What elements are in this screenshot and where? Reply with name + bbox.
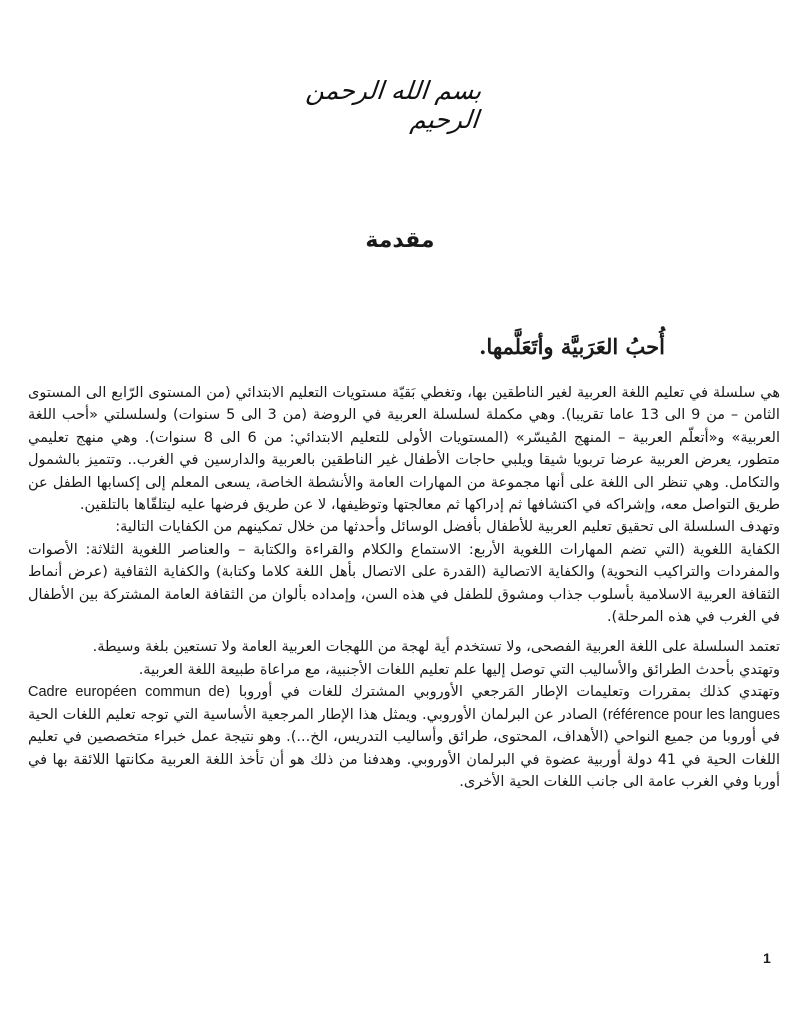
paragraph-intro: هي سلسلة في تعليم اللغة العربية لغير الناطقين بها، وتغطي بَقيّة مستويات التعليم الابتدائي (من المستوى الرّابع الى المستوى الثامن – من 9 الى 13 عاما تقريبا). وهي مكملة لسلسلة العربية في الروضة (من 3 الى 5 سنوات) ولسلسلتي «أحب اللغة العربية» و«أتعلّم العربية – المنهج المُيسّر» (المستويات الأولى للتعليم الابتدائي: من 6 الى 8 سنوات). وهي منهج تعليمي متطور، يعرض العربية عرضا تربويا شيقا ويلبي حاجات الأطفال غير الناطقين بالعربية والدارسين في الغرب.. وتتميز بالشمول والتكامل. وهي تنظر الى اللغة على أنها مجموعة من المهارات العامة والأنشطة الخاصة، يسعى المعلم إلى إكسابها الطفل عن طريق التواصل معه، وإشراكه في اكتشافها ثم إدراكها ثم معالجتها وتوظيفها، لا عن طريق فرضها عليه ليتلقّاها بالتلقين. [28,385,780,514]
cefr-french-term-1: Cadre européen [28,684,137,701]
paragraph-fusha: تعتمد السلسلة على اللغة العربية الفصحى، ولا تستخدم أية لهجة من اللهجات العربية العامة ولا تستعين بلغة وسيطة. [92,639,780,656]
body-text [28,382,780,793]
page-number: 1 [763,950,771,966]
cefr-body-text: الصادر عن البرلمان الأوروبي. ويمثل هذا الإطار المرجعية الأساسية التي توجه تعليم اللغات الحية في أوروبا من جميع النواحي (الأهداف، المحتوى، طرائق وأساليب التدريس، الخ...). وهو نتيجة عمل خبراء متخصصين في تعليم اللغات الحية في 41 دولة أوربية عضوة في البرلمان الأوروبي. وهدفنا من ذلك هو أن تأخذ اللغة العربية مكانتها اللائقة بها في أوربا وفي الغرب عامة الى جانب اللغات الحية الأخرى. [28,706,780,790]
cefr-intro-text: وتهتدي كذلك بمقررات وتعليمات الإطار المَرجعي الأوروبي المشترك للغات في أوروبا [238,684,780,701]
section-subtitle: أُحبُ العَرَبيَّة وأتَعَلَّمها. [479,334,665,359]
basmala-calligraphy: بسم الله الرحمن الرحيم [304,76,484,134]
paragraph-methods: وتهتدي بأحدث الطرائق والأساليب التي توصل إليها علم تعليم اللغات الأجنبية، مع مراعاة طبيعة اللغة العربية. [138,661,780,678]
paragraph-goals: وتهدف السلسلة الى تحقيق تعليم العربية للأطفال بأفضل الوسائل وأحدثها من خلال تمكينهم من الكفايات التالية: [115,519,780,536]
page-title: مقدمة [365,228,435,253]
paragraph-cefr: وتهتدي كذلك بمقررات وتعليمات الإطار المَرجعي الأوروبي المشترك للغات في أوروبا (Cadre européen commun de référence pour les langues) الصادر عن البرلمان الأوروبي. ويمثل هذا الإطار المرجعية الأساسية التي توجه تعليم اللغات الحية في أوروبا من جميع النواحي (الأهداف، المحتوى، طرائق وأساليب التدريس، الخ...). وهو نتيجة عمل خبراء متخصصين في تعليم اللغات الحية في 41 دولة أوربية عضوة في البرلمان الأوروبي. وهدفنا من ذلك هو أن تأخذ اللغة العربية مكانتها اللائقة بها في أوربا وفي الغرب عامة الى جانب اللغات الحية الأخرى. [28,684,780,790]
cefr-french-term-2: commun de référence pour les langues [145,684,780,723]
paragraph-competencies: الكفاية اللغوية (التي تضم المهارات اللغوية الأربع: الاستماع والكلام والقراءة والكتابة – والعناصر اللغوية الثلاثة: الأصوات والمفردات والتراكيب النحوية) والكفاية الاتصالية (القدرة على الاتصال بأهل اللغة كلاما وكتابة) والكفاية الثقافية (عرض أنماط الثقافة العربية الاسلامية بأسلوب جذاب ومشوق للطفل في هذه السن، وإمداده بألوان من الثقافة العامة المشتركة بين الأطفال في الغرب في هذه المرحلة). [28,541,780,626]
